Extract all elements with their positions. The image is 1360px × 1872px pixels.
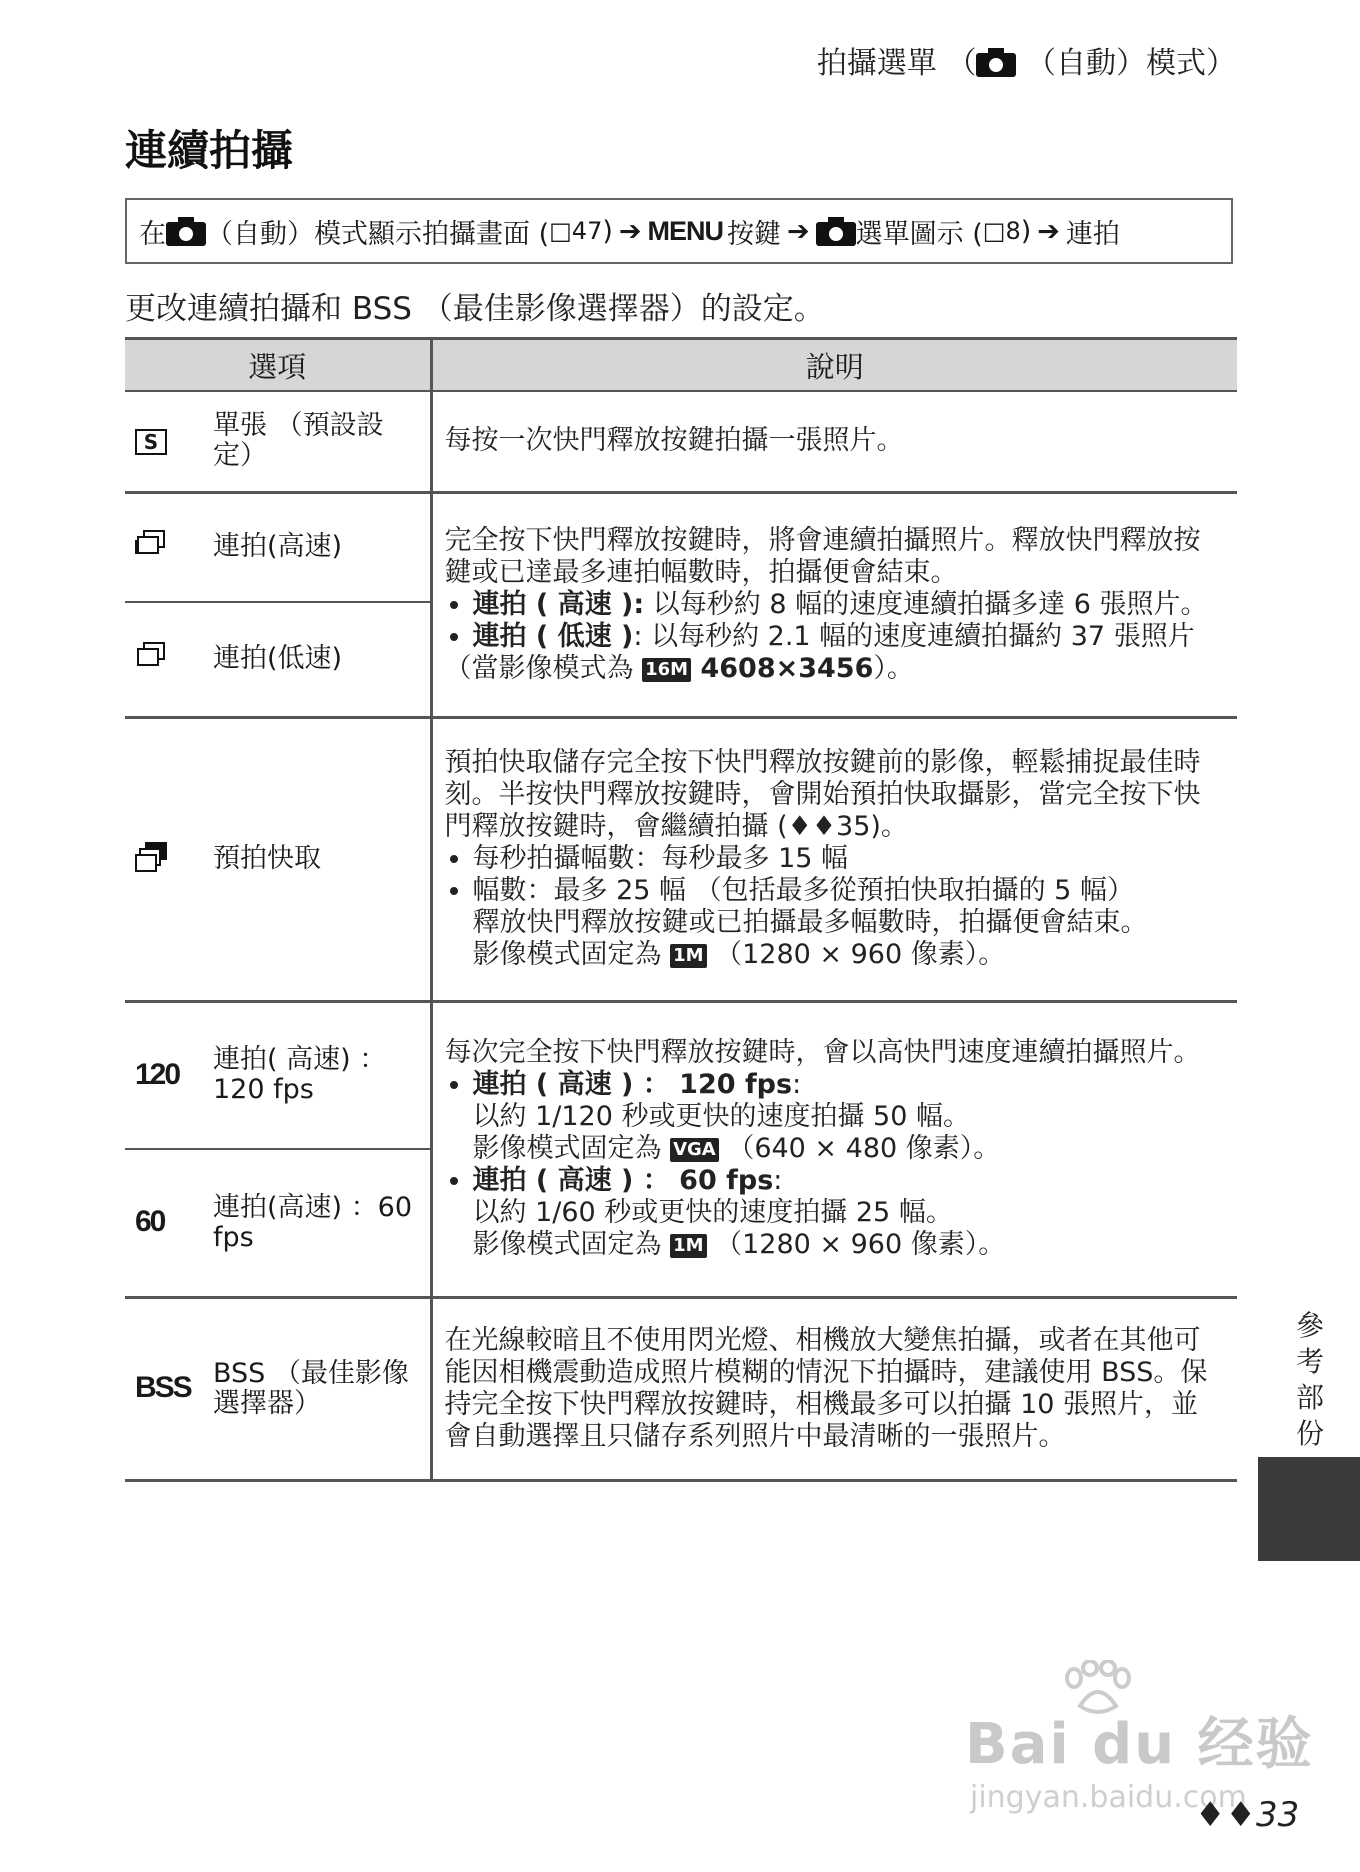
description-text: 每次完全按下快門釋放按鍵時，會以高快門速度連續拍攝照片。	[444, 1037, 1201, 1068]
page-reference: □47	[549, 217, 603, 245]
nav-text: 選單圖示 (	[855, 218, 983, 250]
bullet-text: 影像模式固定為	[472, 939, 671, 970]
column-header-description: 說明	[431, 339, 1237, 392]
table-row	[125, 492, 1237, 602]
bullet-text: （當影像模式為	[444, 652, 643, 684]
option-label: 預拍快取	[213, 843, 321, 874]
list-item	[473, 1069, 1226, 1165]
arrow-icon: ➔	[1037, 215, 1060, 247]
header-prefix: 拍攝選單 （	[816, 46, 977, 81]
nav-text: 連拍	[1065, 218, 1120, 250]
list-item	[473, 1165, 1226, 1261]
table-row	[125, 391, 1237, 492]
pre-shooting-cache-icon	[135, 842, 165, 868]
option-cell	[125, 492, 431, 602]
bullet-text: （1280 × 960 像素）。	[706, 1229, 1006, 1260]
option-cell	[125, 602, 431, 717]
bullet-text: :	[773, 1165, 783, 1196]
bullet-text: （640 × 480 像素）。	[718, 1133, 1001, 1164]
table-header-row	[125, 339, 1237, 392]
option-cell	[125, 717, 431, 1001]
description-cell: 在光線較暗且不使用閃光燈、相機放大變焦拍攝，或者在其他可能因相機震動造成照片模糊的情況下拍攝時，建議使用 BSS。保持完全按下快門釋放按鍵時，相機最多可以拍攝 10 張照片，並會自動選擇且只儲存系列照片中最清晰的一張照片。	[431, 1297, 1237, 1480]
option-label: 連拍(低速)	[213, 643, 343, 675]
page-reference: 35)。	[836, 811, 908, 842]
bullet-label: 連拍 ( 高速 ) ： 120 fps	[472, 1069, 793, 1100]
bullet-label: 連拍 ( 高速 ) ： 60 fps	[472, 1165, 774, 1196]
option-label: 連拍(高速)	[213, 531, 343, 563]
option-label: 連拍( 高速) ：120 fps	[213, 1044, 387, 1106]
bullet-text: • 幅數：最多 25 幅 （包括最多從預拍快取拍攝的 5 幅）	[472, 875, 1134, 906]
image-mode-vga-icon: VGA	[670, 1138, 719, 1162]
list-item: • 每秒拍攝幅數：每秒最多 15 幅	[473, 843, 1226, 875]
header-suffix: （自動）模式）	[1016, 46, 1236, 81]
bullet-label: 連拍 ( 低速 )	[472, 620, 634, 652]
image-size-value: 4608×3456	[691, 652, 874, 684]
table-row	[125, 1297, 1237, 1480]
option-cell	[125, 1149, 431, 1297]
list-item	[473, 589, 1226, 621]
section-side-label: 參考部份	[1295, 1309, 1324, 1450]
continuous-60fps-icon: 60	[135, 1205, 165, 1239]
option-cell	[125, 391, 431, 492]
page-number: ♦♦33	[1195, 1795, 1300, 1835]
continuous-low-icon	[135, 642, 165, 668]
watermark-url: jingyan.baidu.com	[970, 1780, 1247, 1815]
option-label: 單張 （預設設定）	[213, 410, 384, 472]
description-text: 預拍快取儲存完全按下快門釋放按鍵前的影像，輕鬆捕捉最佳時刻。半按快門釋放按鍵時，會開始預拍快取攝影，當完全按下快門釋放按鍵時，會繼續拍攝 (	[444, 747, 1201, 842]
bullet-text: 以約 1/60 秒或更快的速度拍攝 25 幅。	[472, 1197, 953, 1228]
nav-text: 按鍵	[727, 218, 782, 250]
reference-icon: ♦♦	[787, 811, 837, 842]
nav-text: 在	[139, 218, 166, 250]
nav-text: )	[602, 215, 613, 247]
table-row	[125, 1001, 1237, 1149]
description-cell: 每按一次快門釋放按鍵拍攝一張照片。	[431, 391, 1237, 492]
running-header	[817, 38, 1236, 82]
option-cell	[125, 1297, 431, 1480]
list-item	[473, 875, 1226, 971]
camera-icon	[816, 216, 856, 246]
menu-path-box	[125, 198, 1233, 264]
camera-icon	[166, 216, 206, 246]
section-tab-marker	[1258, 1457, 1360, 1561]
image-mode-1m-icon: 1M	[670, 1234, 706, 1258]
option-label: BSS （最佳影像選擇器）	[213, 1357, 409, 1419]
intro-text: 更改連續拍攝和 BSS （最佳影像選擇器）的設定。	[125, 291, 825, 327]
single-shot-icon: S	[135, 429, 167, 455]
bullet-text: : 以每秒約 2.1 幅的速度連續拍攝約 37 張照片	[633, 620, 1195, 652]
option-label: 連拍(高速) ：60 fps	[213, 1191, 413, 1253]
nav-text: )	[1020, 215, 1032, 247]
bullet-text: 影像模式固定為	[472, 1229, 671, 1260]
option-cell	[125, 1001, 431, 1149]
options-table	[125, 337, 1237, 1482]
image-mode-1m-icon: 1M	[670, 944, 706, 968]
page-reference: □8	[982, 217, 1021, 245]
page-title: 連續拍攝	[125, 126, 294, 175]
bullet-text: ）。	[873, 652, 914, 684]
description-text: 完全按下快門釋放按鍵時，將會連續拍攝照片。釋放快門釋放按鍵或已達最多連拍幅數時，拍攝便會結束。	[444, 524, 1201, 588]
description-cell	[431, 492, 1237, 717]
bullet-text: 以約 1/120 秒或更快的速度拍攝 50 幅。	[472, 1101, 970, 1132]
watermark-logo-text: Bai du 经验	[965, 1712, 1314, 1777]
nav-text: （自動）模式顯示拍攝畫面 (	[206, 218, 550, 250]
bullet-text: 影像模式固定為	[472, 1133, 671, 1164]
arrow-icon: ➔	[618, 215, 642, 247]
list-item	[473, 621, 1226, 653]
description-cell	[431, 1001, 1237, 1297]
bullet-label: 連拍 ( 高速 ):	[472, 588, 645, 620]
bullet-text: 以每秒約 8 幅的速度連續拍攝多達 6 張照片。	[644, 588, 1208, 620]
description-cell	[431, 717, 1237, 1001]
arrow-icon: ➔	[787, 215, 810, 247]
table-row	[125, 717, 1237, 1001]
continuous-high-icon	[135, 530, 165, 556]
menu-button-label: MENU	[647, 215, 724, 246]
bullet-text: （1280 × 960 像素）。	[706, 939, 1006, 970]
bullet-text: :	[792, 1069, 802, 1100]
camera-icon	[976, 47, 1016, 77]
bullet-text: 釋放快門釋放按鍵或已拍攝最多幅數時，拍攝便會結束。	[472, 907, 1148, 938]
bss-icon: BSS	[135, 1371, 191, 1404]
image-mode-16m-icon: 16M	[642, 658, 691, 682]
continuous-120fps-icon: 120	[135, 1057, 180, 1091]
column-header-option: 選項	[125, 339, 431, 392]
